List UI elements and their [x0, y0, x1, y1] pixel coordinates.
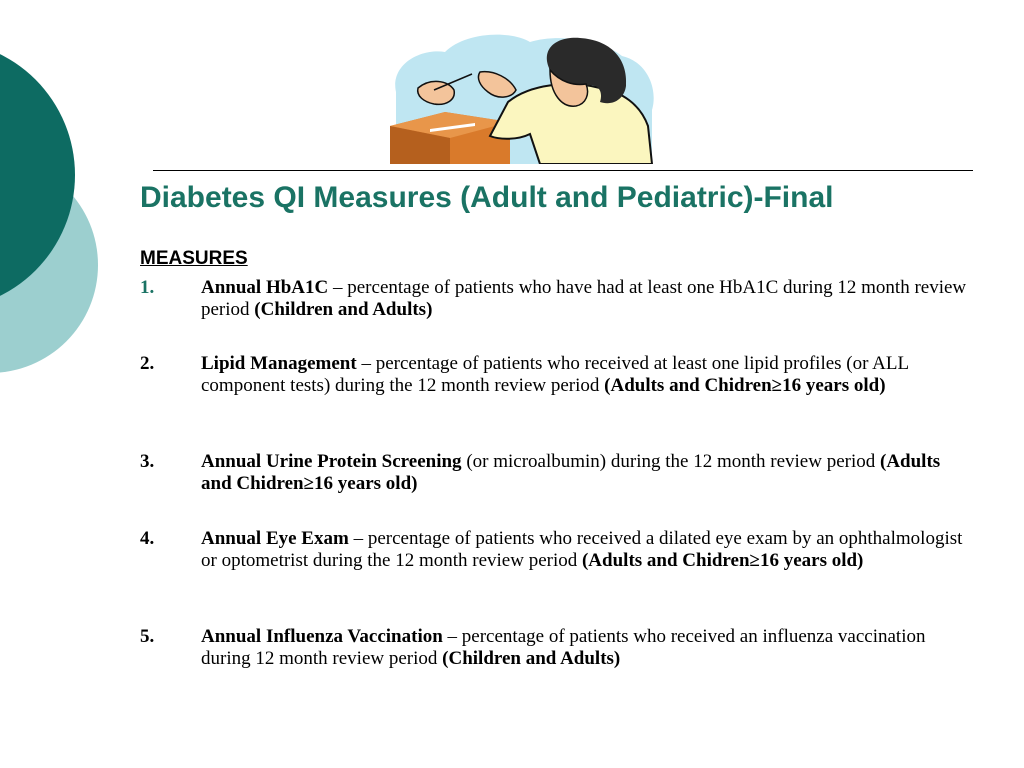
- measure-population: (Adults and Chidren≥16 years old): [604, 375, 886, 396]
- measure-item: [140, 528, 970, 572]
- item-body: [201, 626, 970, 670]
- measure-item: [140, 277, 970, 321]
- item-number: 1.: [140, 277, 155, 298]
- measure-name: Annual HbA1C: [201, 277, 329, 298]
- measure-description: – percentage of patients who received a dilated eye exam by an ophthalmologist or optometrist during the 12 month review period: [201, 528, 963, 571]
- measure-name: Annual Urine Protein Screening: [201, 451, 462, 472]
- measure-population: (Adults and Chidren≥16 years old): [581, 550, 864, 571]
- title-divider: [153, 170, 973, 171]
- item-number: 2.: [140, 353, 155, 374]
- slide-title: Diabetes QI Measures (Adult and Pediatric)-Final: [140, 181, 834, 214]
- measure-item: [140, 626, 970, 670]
- item-body: [201, 528, 970, 572]
- item-body: [201, 353, 970, 397]
- measure-name: Annual Influenza Vaccination: [201, 626, 443, 647]
- item-number: 4.: [140, 528, 155, 549]
- measure-name: Annual Eye Exam: [201, 528, 349, 549]
- item-body: [201, 451, 970, 495]
- measure-description: – percentage of patients who have had at least one HbA1C during 12 month review period: [201, 277, 967, 320]
- item-number: 3.: [140, 451, 155, 472]
- decorative-circles: [0, 0, 110, 420]
- measure-description: (or microalbumin) during the 12 month review period: [461, 451, 880, 472]
- measure-population: (Children and Adults): [254, 299, 433, 320]
- measure-item: [140, 353, 970, 397]
- measure-description: – percentage of patients who received an influenza vaccination during 12 month review period: [201, 626, 926, 669]
- measure-population: (Children and Adults): [442, 648, 621, 669]
- item-number: 5.: [140, 626, 155, 647]
- measure-name: Lipid Management: [201, 353, 357, 374]
- item-body: [201, 277, 970, 321]
- presenter-clipart-icon: [390, 30, 658, 164]
- section-heading: MEASURES: [140, 248, 248, 269]
- measure-description: – percentage of patients who received at least one lipid profiles (or ALL component tests) during the 12 month review period: [201, 353, 909, 396]
- measure-item: [140, 451, 970, 495]
- measure-population: (Adults and Chidren≥16 years old): [201, 451, 941, 494]
